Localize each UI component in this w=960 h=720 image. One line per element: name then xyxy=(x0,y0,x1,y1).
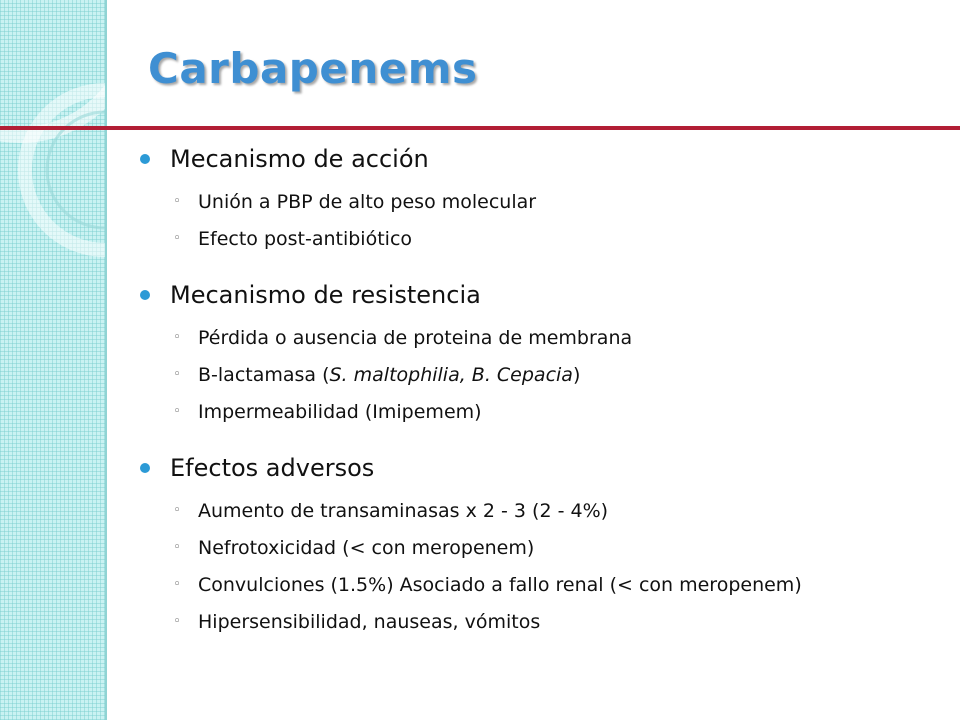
bullet-heading: Mecanismo de resistencia xyxy=(170,281,481,309)
sub-bullet-text-end: ) xyxy=(572,363,581,386)
sub-bullet-text: Hipersensibilidad, nauseas, vómitos xyxy=(198,610,541,633)
bullet-item xyxy=(136,139,956,179)
sub-bullet-text: Unión a PBP de alto peso molecular xyxy=(198,190,537,213)
hollow-circle-bullet-icon: ◦ xyxy=(173,614,181,629)
title-divider xyxy=(0,126,960,130)
sub-bullet-text-start: B-lactamasa ( xyxy=(198,363,330,386)
sub-bullet-item xyxy=(136,529,956,566)
sub-bullet-text: Aumento de transaminasas x 2 - 3 (2 - 4%) xyxy=(198,499,609,522)
hollow-circle-bullet-icon: ◦ xyxy=(173,404,181,419)
sub-bullet-item xyxy=(136,566,956,603)
sub-bullet-item xyxy=(136,183,956,220)
sub-bullet-text: Nefrotoxicidad (< con meropenem) xyxy=(198,536,535,559)
hollow-circle-bullet-icon: ◦ xyxy=(173,194,181,209)
sub-list xyxy=(136,183,956,257)
sub-bullet-text: Impermeabilidad (Imipemem) xyxy=(198,400,482,423)
bullet-heading: Efectos adversos xyxy=(170,454,375,482)
slide-body xyxy=(136,139,956,640)
sub-bullet-item xyxy=(136,492,956,529)
sub-bullet-text: Pérdida o ausencia de proteina de membrana xyxy=(198,326,633,349)
sub-bullet-text: Efecto post-antibiótico xyxy=(198,227,413,250)
hollow-circle-bullet-icon: ◦ xyxy=(173,540,181,555)
sub-list-container xyxy=(136,319,956,430)
sub-list-container xyxy=(136,492,956,640)
section-mecanismo-resistencia xyxy=(136,275,956,430)
hollow-circle-bullet-icon: ◦ xyxy=(173,503,181,518)
sub-bullet-item xyxy=(136,603,956,640)
slide-title: Carbapenems xyxy=(148,44,478,93)
bullet-dot-icon xyxy=(140,154,150,164)
sub-bullet-text: Convulciones (1.5%) Asociado a fallo renal (< con meropenem) xyxy=(198,573,802,596)
decorative-circles-graphic xyxy=(0,0,105,720)
sub-bullet-item xyxy=(136,319,956,356)
decorative-sidebar xyxy=(0,0,107,720)
sub-bullet-item xyxy=(136,393,956,430)
section-mecanismo-accion xyxy=(136,139,956,257)
bullet-dot-icon xyxy=(140,463,150,473)
organism-names: S. maltophilia, B. Cepacia xyxy=(329,363,573,386)
hollow-circle-bullet-icon: ◦ xyxy=(173,367,181,382)
sub-list-container xyxy=(136,183,956,257)
sub-bullet-text xyxy=(198,364,580,386)
sub-list xyxy=(136,319,956,430)
bullet-dot-icon xyxy=(140,290,150,300)
sub-list xyxy=(136,492,956,640)
bullet-item xyxy=(136,275,956,315)
bullet-item xyxy=(136,448,956,488)
hollow-circle-bullet-icon: ◦ xyxy=(173,330,181,345)
section-efectos-adversos xyxy=(136,448,956,640)
sub-bullet-item xyxy=(136,356,956,393)
hollow-circle-bullet-icon: ◦ xyxy=(173,231,181,246)
sub-bullet-item xyxy=(136,220,956,257)
bullet-heading: Mecanismo de acción xyxy=(170,145,429,173)
hollow-circle-bullet-icon: ◦ xyxy=(173,577,181,592)
